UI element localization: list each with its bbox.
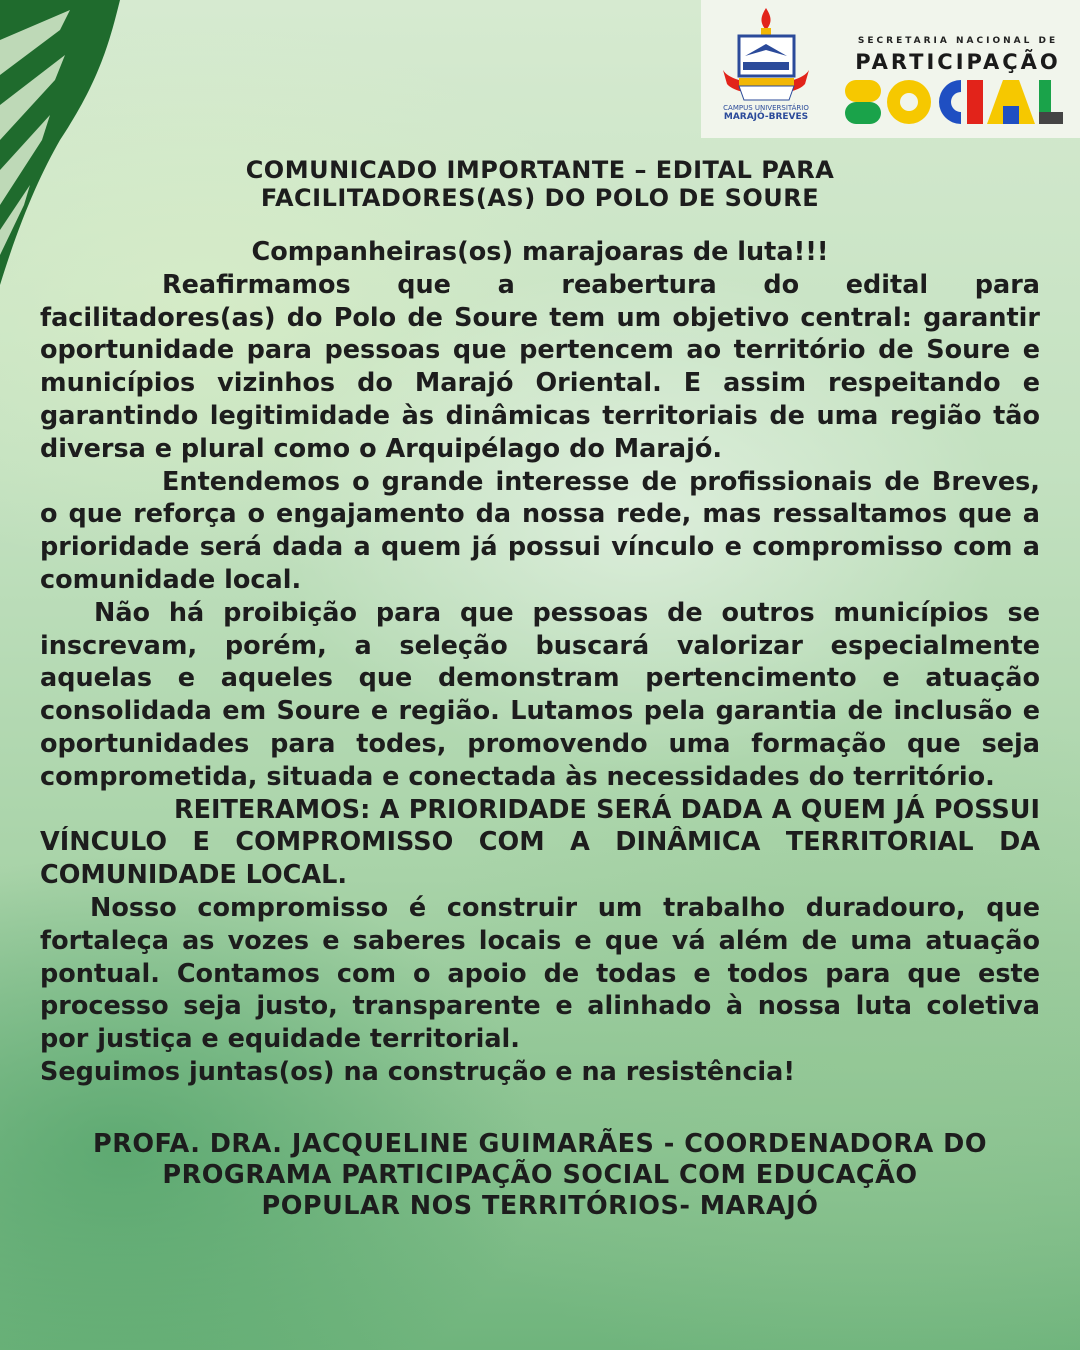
paragraph-2: Entendemos o grande interesse de profissionais de Breves, o que reforça o engajamento da nossa rede, mas ressaltamos que a prioridade será dada a quem já possui vínculo e compromisso com a comunidade local. xyxy=(40,466,1040,595)
ufpa-caption xyxy=(701,104,831,122)
paragraph-4: REITERAMOS: A PRIORIDADE SERÁ DADA A QUEM JÁ POSSUI VÍNCULO E COMPROMISSO COM A DINÂMICA TERRITORIAL DA COMUNIDADE LOCAL. xyxy=(40,794,1040,891)
paragraph-3: Não há proibição para que pessoas de outros municípios se inscrevam, porém, a seleção buscará valorizar especialmente aquelas e aqueles que demonstram pertencimento e atuação consolidada em Soure e região. Lutamos pela garantia de inclusão e oportunidades para todes, promovendo uma formação que seja comprometida, situada e conectada às necessidades do território. xyxy=(40,597,1040,792)
notice-title-line1: COMUNICADO IMPORTANTE – EDITAL PARA xyxy=(245,156,835,184)
signature-line1: PROFA. DRA. JACQUELINE GUIMARÃES - COORDENADORA DO xyxy=(93,1128,987,1159)
signature-line2: PROGRAMA PARTICIPAÇÃO SOCIAL COM EDUCAÇÃO xyxy=(162,1159,918,1190)
social-wordmark-icon xyxy=(843,78,1065,126)
signature-line3: POPULAR NOS TERRITÓRIOS- MARAJÓ xyxy=(261,1190,819,1221)
paragraph-1: Reafirmamos que a reabertura do edital para facilitadores(as) do Polo de Soure tem um objetivo central: garantir oportunidade para pessoas que pertencem ao território de Soure e municípios vizinhos do Marajó Oriental. E assim respeitando e garantindo legitimidade às dinâmicas territoriais de uma região tão diversa e plural como o Arquipélago do Marajó. xyxy=(40,269,1040,464)
paragraph-5: Nosso compromisso é construir um trabalho duradouro, que fortaleça as vozes e saberes locais e que vá além de uma atuação pontual. Contamos com o apoio de todas e todos para que este processo seja justo, transparente e alinhado à nossa luta coletiva por justiça e equidade territorial. xyxy=(40,892,1040,1055)
signature xyxy=(40,1129,1040,1222)
greeting: Companheiras(os) marajoaras de luta!!! xyxy=(251,237,829,267)
snps-logo xyxy=(843,36,1073,130)
notice-body xyxy=(40,156,1040,1222)
notice-title-line2: FACILITADORES(AS) DO POLO DE SOURE xyxy=(260,184,820,212)
ufpa-location-label: MARAJÓ-BREVES xyxy=(723,112,809,122)
logos-banner xyxy=(701,0,1080,138)
snps-top-label: SECRETARIA NACIONAL DE xyxy=(857,36,1059,46)
ufpa-campus-label: CAMPUS UNIVERSITÁRIO xyxy=(723,104,809,112)
closing-line: Seguimos juntas(os) na construção e na resistência! xyxy=(40,1056,796,1087)
snps-mid-label: PARTICIPAÇÃO xyxy=(855,50,1061,74)
notice-title xyxy=(40,156,1040,212)
